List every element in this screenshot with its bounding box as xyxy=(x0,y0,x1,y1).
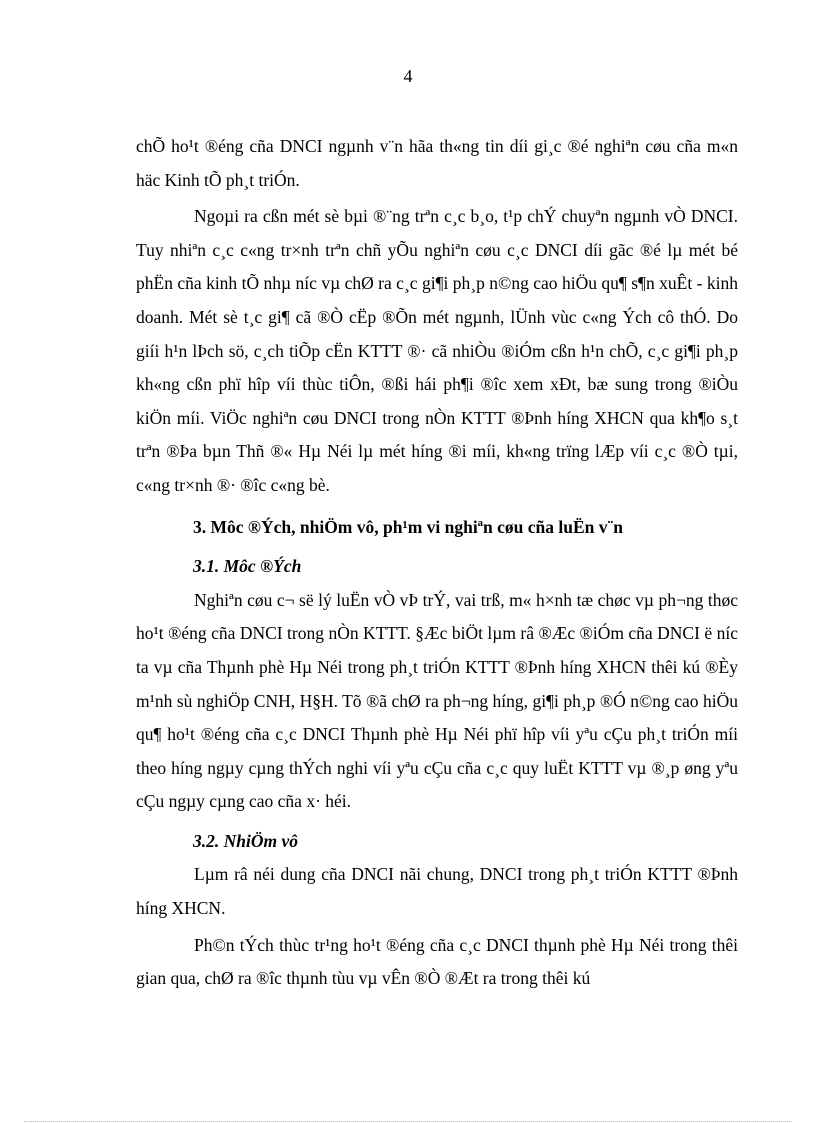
paragraph-task-1: Lµm râ néi dung cña DNCI nãi chung, DNCI trong ph¸t triÓn KTTT ®Þnh híng XHCN. xyxy=(136,864,738,919)
section-3-2-heading: 3.2. NhiÖm vô xyxy=(193,830,298,851)
paragraph-task-2: Ph©n tÝch thùc tr¹ng ho¹t ®éng cña c¸c DNCI thµnh phè Hµ Néi trong thêi gian qua, chØ ra ®îc thµnh tùu vµ vÊn ®Ò ®Æt ra trong thêi kú xyxy=(136,934,738,989)
section-3-heading: 3. Môc ®Ých, nhiÖm vô, ph¹m vi nghiªn cøu cña luËn v¨n xyxy=(193,516,624,537)
paragraph-prior-studies: Ngoµi ra cßn mét sè bµi ®¨ng trªn c¸c b¸o, t¹p chÝ chuyªn ngµnh vÒ DNCI. Tuy nhiªn c¸c c«ng tr×nh trªn chñ yÕu nghiªn cøu c¸c DNCI díi gãc ®é lµ mét bé phËn cña kinh tÕ nhµ níc vµ chØ ra c¸c gi¶i ph¸p n©ng cao hiÖu qu¶ s¶n xuÊt - kinh doanh. Mét sè t¸c gi¶ cã ®Ò cËp ®Õn mét ngµnh, lÜnh vùc c«ng Ých cô thÓ. Do giíi h¹n lÞch sö, c¸ch tiÕp cËn KTTT ®· cã nhiÒu ®iÓm cßn h¹n chÕ, c¸c gi¶i ph¸p kh«ng cßn phï hîp víi thùc tiÔn, ®ßi hái ph¶i ®îc xem xÐt, bæ sung trong ®iÒu kiÖn míi. ViÖc nghiªn cøu DNCI trong nÒn KTTT ®Þnh híng XHCN qua kh¶o s¸t trªn ®Þa bµn Thñ ®« Hµ Néi lµ mét híng ®i míi, kh«ng trïng lÆp víi c¸c ®Ò tµi, c«ng tr×nh ®· ®îc c«ng bè. xyxy=(136,206,738,495)
paragraph-continuation: chÕ ho¹t ®éng cña DNCI ngµnh v¨n hãa th«ng tin díi gi¸c ®é nghiªn cøu cña m«n häc Kinh tÕ ph¸t triÓn. xyxy=(136,136,738,190)
paragraph-purpose: Nghiªn cøu c¬ së lý luËn vÒ vÞ trÝ, vai trß, m« h×nh tæ chøc vµ ph¬ng thøc ho¹t ®éng cña DNCI trong nÒn KTTT. §Æc biÖt lµm râ ®Æc ®iÓm cña DNCI ë níc ta vµ cña Thµnh phè Hµ Néi trong ph¸t triÓn KTTT ®Þnh híng XHCN thêi kú ®Èy m¹nh sù nghiÖp CNH, H§H. Tõ ®ã chØ ra ph¬ng híng, gi¶i ph¸p ®Ó n©ng cao hiÖu qu¶ ho¹t ®éng cña c¸c DNCI Thµnh phè Hµ Néi phï hîp víi yªu cÇu ph¸t triÓn míi theo híng ngµy cµng thÝch nghi víi yªu cÇu cña c¸c quy luËt KTTT vµ ®¸p øng yªu cÇu ngµy cµng cao cña x· héi. xyxy=(136,589,738,812)
page-bottom-rule xyxy=(24,1121,792,1122)
page-number: 4 xyxy=(403,66,413,86)
document-body xyxy=(136,130,738,996)
section-3-1-heading: 3.1. Môc ®Ých xyxy=(193,556,302,577)
